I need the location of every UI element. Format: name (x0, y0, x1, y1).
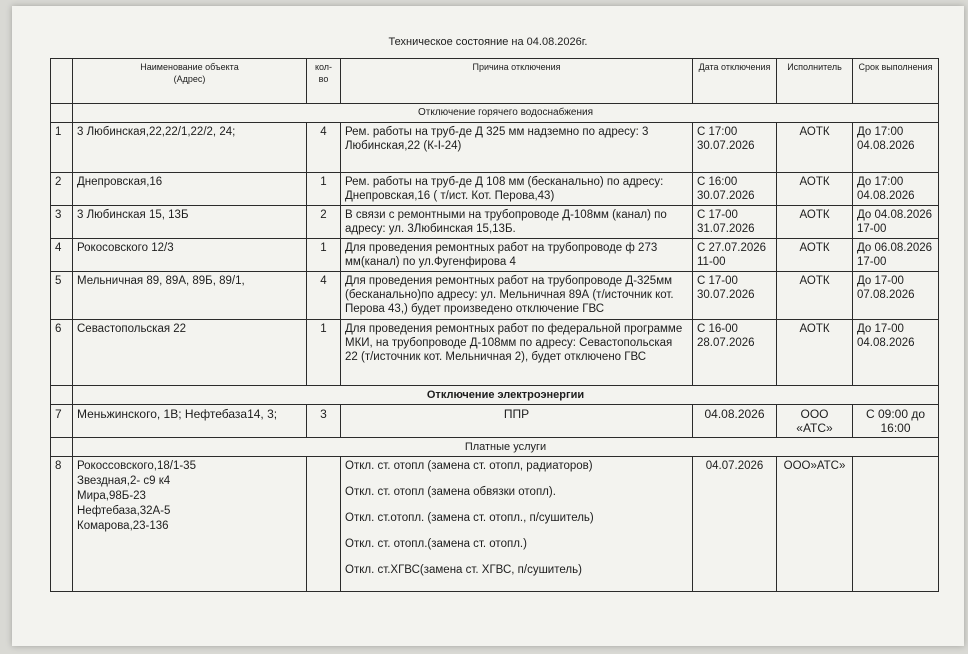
row-object: Мельничная 89, 89А, 89Б, 89/1, (73, 272, 307, 320)
row-deadline: До 04.08.2026 17-00 (853, 206, 939, 239)
row-deadline: До 17:00 04.08.2026 (853, 123, 939, 173)
table-row (51, 272, 939, 320)
row-date: С 17:00 30.07.2026 (693, 123, 777, 173)
service-line: Откл. ст. отопл (замена ст. отопл, радиаторов) (345, 460, 593, 472)
row-qty: 1 (307, 239, 341, 272)
service-line: Откл. ст. отопл.(замена ст. отопл.) (345, 538, 527, 550)
row-number: 3 (51, 206, 73, 239)
address-line: Комарова,23-136 (77, 520, 169, 532)
row-executor: АОТК (777, 272, 853, 320)
row-object: 3 Любинская 15, 13Б (73, 206, 307, 239)
service-line: Откл. ст.ХГВС(замена ст. ХГВС, п/сушитель) (345, 564, 582, 576)
row-date: 04.07.2026 (693, 457, 777, 592)
document-page (12, 6, 964, 646)
row-deadline: До 17-00 04.08.2026 (853, 320, 939, 386)
row-qty: 1 (307, 320, 341, 386)
status-table (50, 58, 939, 592)
row-object: 3 Любинская,22,22/1,22/2, 24; (73, 123, 307, 173)
document-title: Техническое состояние на 04.08.2026г. (388, 36, 588, 48)
row-reason: Для проведения ремонтных работ по федеральной программе МКИ, на трубопроводе Д-108мм по адресу: Севастопольская 22 (т/источник кот. Мельничная 2), будет отключено ГВС (341, 320, 693, 386)
row-executor: АОТК (777, 239, 853, 272)
address-line: Рокоссовского,18/1-35 (77, 460, 196, 472)
row-date: С 17-00 30.07.2026 (693, 272, 777, 320)
row-qty: 4 (307, 123, 341, 173)
address-line: Звездная,2- с9 к4 (77, 475, 171, 487)
row-date: С 16-00 28.07.2026 (693, 320, 777, 386)
row-services (341, 457, 693, 592)
row-number: 4 (51, 239, 73, 272)
row-number: 2 (51, 173, 73, 206)
row-number: 6 (51, 320, 73, 386)
header-date: Дата отключения (693, 59, 777, 104)
address-line: Мира,98Б-23 (77, 490, 146, 502)
row-deadline: С 09:00 до 16:00 (853, 405, 939, 438)
row-object: Рокосовского 12/3 (73, 239, 307, 272)
row-executor: АОТК (777, 206, 853, 239)
row-reason: Рем. работы на труб-де Д 325 мм надземно по адресу: 3 Любинская,22 (К-I-24) (341, 123, 693, 173)
row-qty: 2 (307, 206, 341, 239)
hot-water-rows (51, 123, 939, 386)
table-row (51, 239, 939, 272)
row-reason: Для проведения ремонтных работ на трубопроводе ф 273 мм(канал) по ул.Фугенфирова 4 (341, 239, 693, 272)
row-executor: АОТК (777, 123, 853, 173)
row-deadline: До 17:00 04.08.2026 (853, 173, 939, 206)
row-executor: ООО «АТС» (777, 405, 853, 438)
table-row (51, 123, 939, 173)
section-hot-water-label: Отключение горячего водоснабжения (73, 104, 939, 123)
table-row (51, 405, 939, 438)
table-row (51, 173, 939, 206)
header-executor: Исполнитель (777, 59, 853, 104)
row-date: С 17-00 31.07.2026 (693, 206, 777, 239)
row-number: 1 (51, 123, 73, 173)
row-date: С 27.07.2026 11-00 (693, 239, 777, 272)
row-object: Севастопольская 22 (73, 320, 307, 386)
service-line: Откл. ст. отопл (замена обвязки отопл). (345, 486, 556, 498)
section-hot-water (51, 104, 939, 123)
row-qty (307, 457, 341, 592)
row-deadline: До 17-00 07.08.2026 (853, 272, 939, 320)
row-object: Меньжинского, 1В; Нефтебаза14, 3; (73, 405, 307, 438)
row-qty: 1 (307, 173, 341, 206)
row-reason: В связи с ремонтными на трубопроводе Д-108мм (канал) по адресу: ул. 3Любинская 15,13Б. (341, 206, 693, 239)
header-num (51, 59, 73, 104)
row-number: 5 (51, 272, 73, 320)
header-reason: Причина отключения (341, 59, 693, 104)
row-number: 8 (51, 457, 73, 592)
row-reason: Рем. работы на труб-де Д 108 мм (бесканально) по адресу: Днепровская,16 ( т/ист. Кот. Перова,43) (341, 173, 693, 206)
header-deadline: Срок выполнения (853, 59, 939, 104)
row-date: С 16:00 30.07.2026 (693, 173, 777, 206)
table-row (51, 206, 939, 239)
section-electricity-label: Отключение электроэнергии (73, 386, 939, 405)
row-object: Днепровская,16 (73, 173, 307, 206)
table-row (51, 457, 939, 592)
row-qty: 4 (307, 272, 341, 320)
row-deadline (853, 457, 939, 592)
row-reason: ППР (341, 405, 693, 438)
row-deadline: До 06.08.2026 17-00 (853, 239, 939, 272)
table-row (51, 320, 939, 386)
row-reason: Для проведения ремонтных работ на трубопроводе Д-325мм (бесканально)по адресу: ул. Мельничная 89А (т/источник кот. Перова 43,) будет произведено отключение ГВС (341, 272, 693, 320)
header-qty: кол-во (307, 59, 341, 104)
address-line: Нефтебаза,32А-5 (77, 505, 171, 517)
row-executor: АОТК (777, 173, 853, 206)
service-line: Откл. ст.отопл. (замена ст. отопл., п/сушитель) (345, 512, 594, 524)
header-object: Наименование объекта (Адрес) (73, 59, 307, 104)
row-executor: АОТК (777, 320, 853, 386)
row-executor: ООО»АТС» (777, 457, 853, 592)
section-paid (51, 438, 939, 457)
row-date: 04.08.2026 (693, 405, 777, 438)
header-row (51, 59, 939, 104)
row-qty: 3 (307, 405, 341, 438)
section-electricity (51, 386, 939, 405)
row-number: 7 (51, 405, 73, 438)
row-addresses (73, 457, 307, 592)
section-paid-label: Платные услуги (73, 438, 939, 457)
